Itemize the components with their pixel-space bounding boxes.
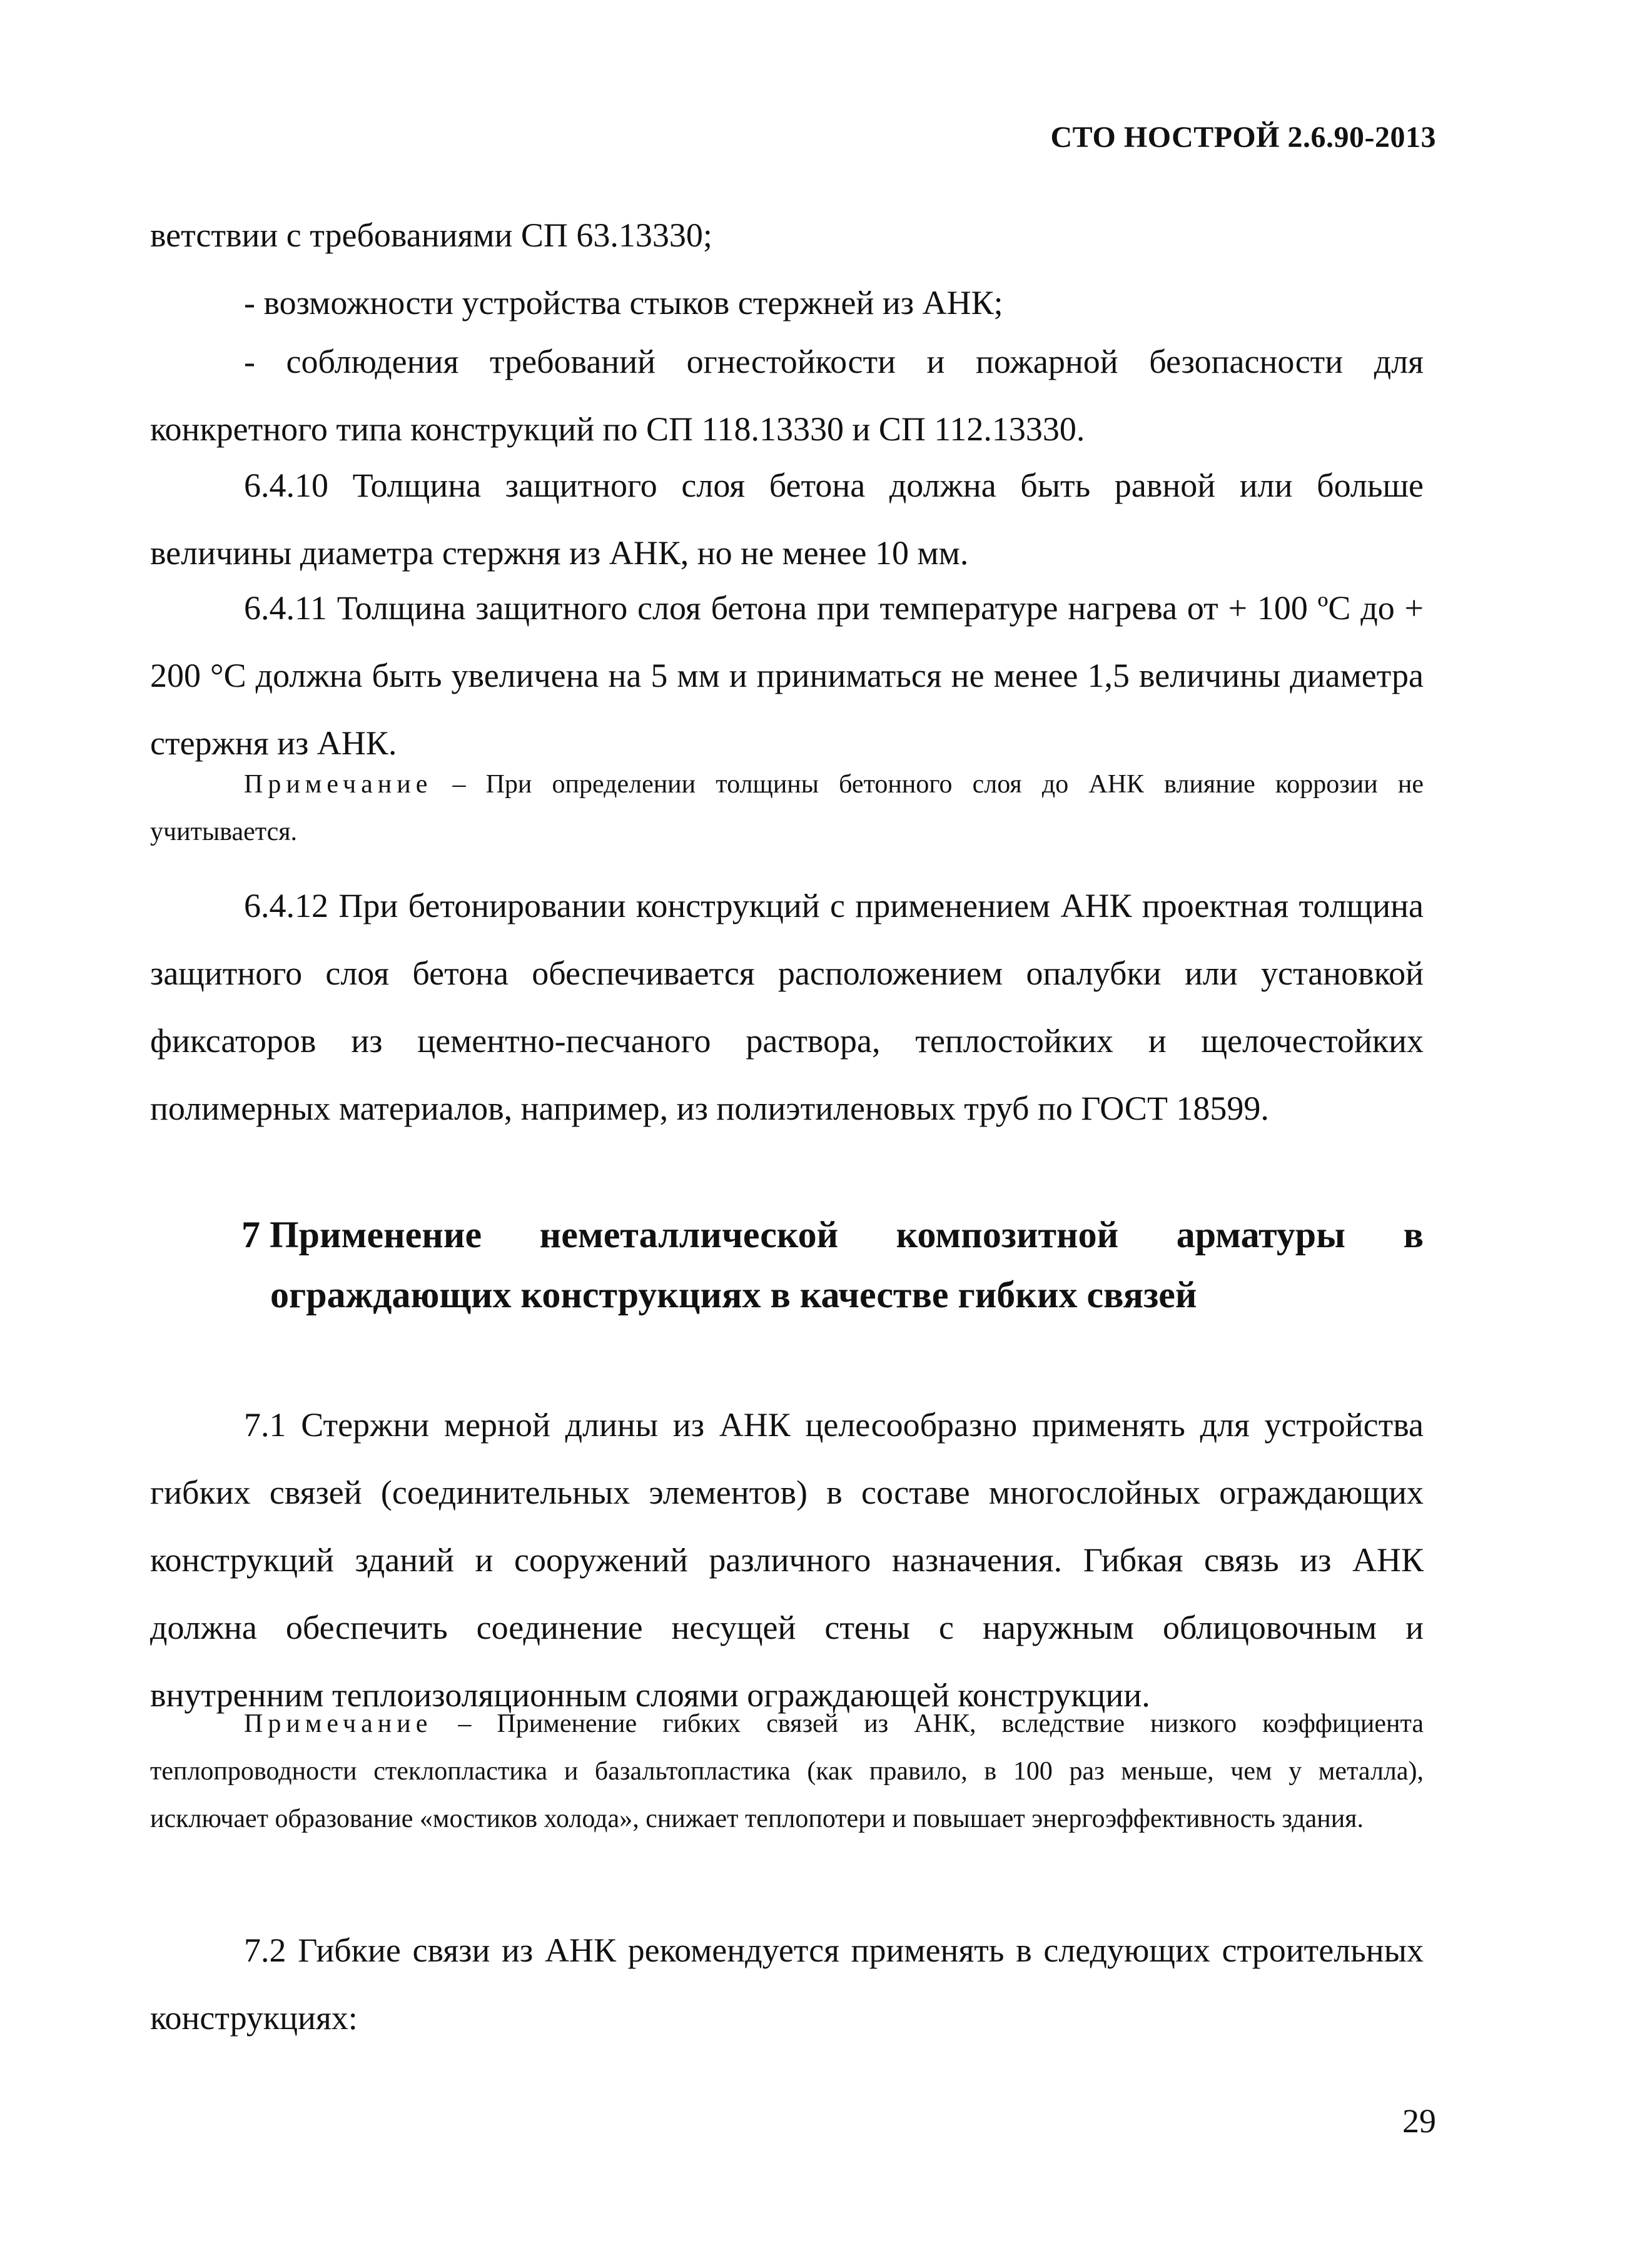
list-item-fire-safety: - соблюдения требований огнестойкости и пожарной безопасности для конкретного типа конструкций по СП 118.13330 и СП 112.13330. bbox=[150, 343, 1424, 448]
section-7-heading bbox=[241, 1205, 1424, 1325]
document-code-header: СТО НОСТРОЙ 2.6.90-2013 bbox=[1050, 121, 1436, 154]
paragraph-6-4-11: 6.4.11 Толщина защитного слоя бетона при температуре нагрева от + 100 ºС до + 200 °С должна быть увеличена на 5 мм и приниматься не менее 1,5 величины диаметра стержня из АНК. bbox=[150, 589, 1424, 762]
note-flexible-ties: Примечание – Применение гибких связей из АНК, вследствие низкого коэффициента теплопроводности стеклопластика и базальтопластика (как правило, в 100 раз меньше, чем у металла), исключает образование «мостиков холода», снижает теплопотери и повышает энергоэффективность здания. bbox=[150, 1709, 1424, 1833]
note-corrosion: Примечание – При определении толщины бетонного слоя до АНК влияние коррозии не учитывается. bbox=[150, 770, 1424, 846]
note-label: Примечание bbox=[244, 770, 433, 799]
section-heading-line-1: 7 Применение неметаллической композитной арматуры в bbox=[241, 1214, 1424, 1255]
paragraph-7-1: 7.1 Стержни мерной длины из АНК целесообразно применять для устройства гибких связей (соединительных элементов) в составе многослойных ограждающих конструкций зданий и сооружений различного назначения. Гибкая связь из АНК должна обеспечить соединение несущей стены с наружным облицовочным и внутренним теплоизоляционным слоями ограждающей конструкции. bbox=[150, 1406, 1424, 1714]
page-number: 29 bbox=[1402, 2102, 1436, 2140]
paragraph-continuation: ветствии с требованиями СП 63.13330; bbox=[150, 216, 712, 254]
paragraph-7-2: 7.2 Гибкие связи из АНК рекомендуется применять в следующих строительных конструкциях: bbox=[150, 1931, 1424, 2037]
paragraph-6-4-10: 6.4.10 Толщина защитного слоя бетона должна быть равной или больше величины диаметра стержня из АНК, но не менее 10 мм. bbox=[150, 467, 1424, 572]
paragraph-6-4-12: 6.4.12 При бетонировании конструкций с применением АНК проектная толщина защитного слоя бетона обеспечивается расположением опалубки или установкой фиксаторов из цементно-песчаного раствора, теплостойких и щелочестойких полимерных материалов, например, из полиэтиленовых труб по ГОСТ 18599. bbox=[150, 887, 1424, 1127]
list-item-joints: - возможности устройства стыков стержней из АНК; bbox=[244, 284, 1003, 321]
section-heading-line-2: ограждающих конструкциях в качестве гибких связей bbox=[270, 1274, 1197, 1315]
note-label: Примечание bbox=[244, 1709, 433, 1738]
